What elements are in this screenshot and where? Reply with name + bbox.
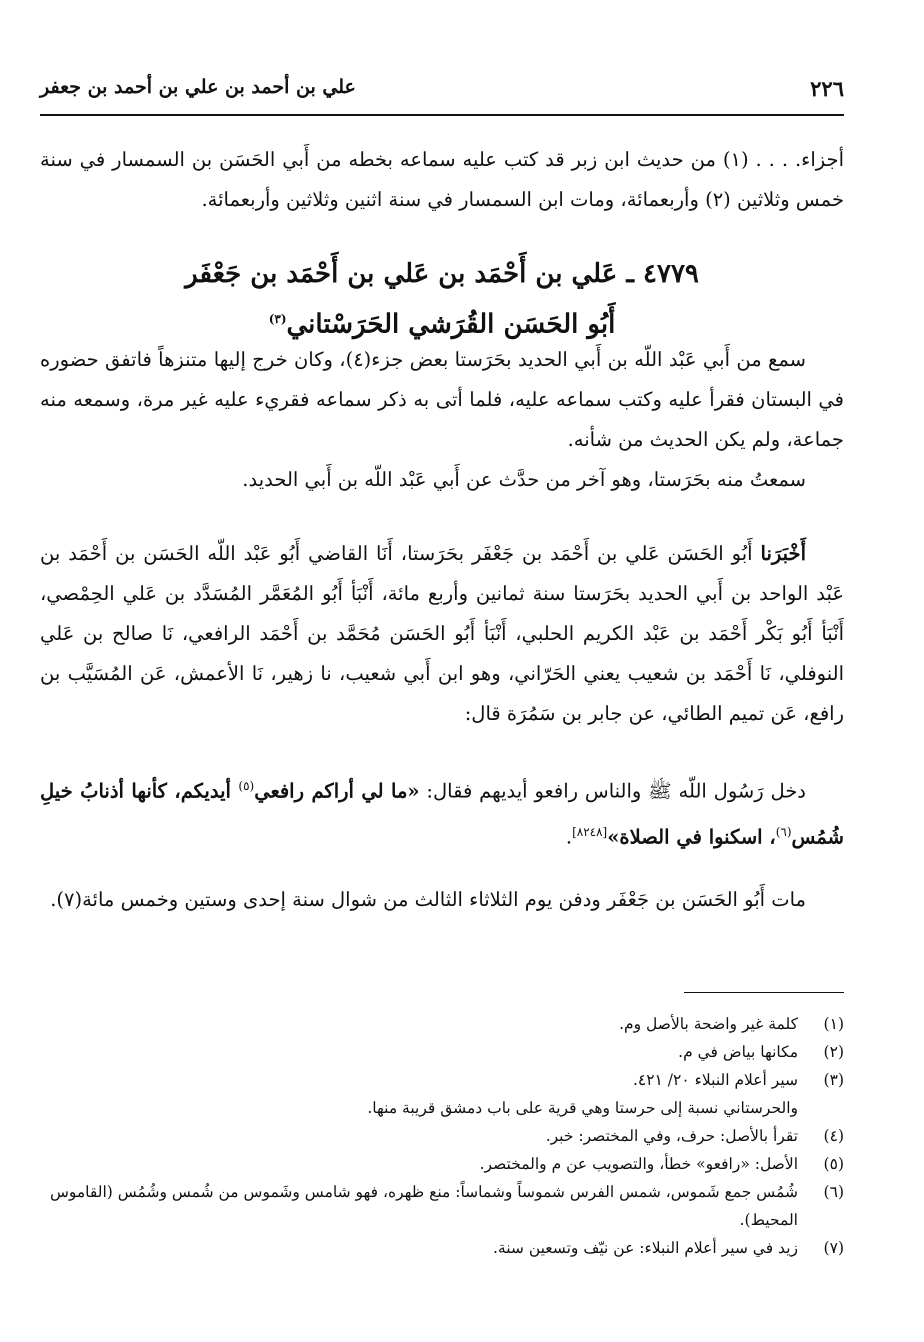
footnote bbox=[40, 1066, 844, 1094]
paragraph-1: سمع من أَبي عَبْد اللّه بن أَبي الحديد بحَرَستا بعض جزء(٤)، وكان خرج إليها متنزهاً فاتفق حضوره في البستان فقرأ عليه وكتب سماعه عليه، فلما أتى به ذكر سماعه فقريء عليه غير مرة، وسمعه منه جماعة، ولم يكن الحديث من شأنه. bbox=[40, 348, 844, 451]
entry-heading bbox=[40, 252, 844, 348]
paragraph-2: سمعتُ منه بحَرَستا، وهو آخر من حدَّث عن أَبي عَبْد اللّه بن أَبي الحديد. bbox=[242, 468, 806, 491]
footnote-text: مكانها بياض في م. bbox=[678, 1043, 798, 1061]
footnote-divider bbox=[684, 992, 844, 993]
footnote-number: (٥) bbox=[823, 1155, 844, 1173]
running-title: علي بن أحمد بن علي بن أحمد بن جعفر bbox=[40, 76, 356, 98]
entry-title-line1: ٤٧٧٩ ـ عَلي بن أَحْمَد بن عَلي بن أَحْمَد بن جَعْفَر bbox=[185, 259, 699, 289]
footnote-ref-5: (٥) bbox=[238, 779, 255, 793]
hadith-intro: دخل رَسُول اللّه ﷺ والناس رافعو أيديهم فقال: bbox=[419, 779, 806, 803]
death-section bbox=[40, 880, 844, 920]
footnote bbox=[40, 1234, 844, 1262]
hadith-text-1: «ما لي أراكم رافعي bbox=[254, 779, 420, 803]
akhbarana-lead: أَخْبَرَنا bbox=[760, 542, 806, 565]
footnote-text: زيد في سير أعلام النبلاء: عن نيّف وتسعين سنة. bbox=[492, 1239, 798, 1257]
entry-title-footnote-ref: (٣) bbox=[268, 312, 287, 326]
footnote-continuation: والحرستاني نسبة إلى حرستا وهي قرية على باب دمشق قريبة منها. bbox=[367, 1099, 798, 1117]
footnote-text: سير أعلام النبلاء ٢٠/ ٤٢١. bbox=[632, 1071, 798, 1089]
footnote-text: كلمة غير واضحة بالأصل وم. bbox=[619, 1015, 798, 1033]
footnote-number: (٢) bbox=[823, 1043, 844, 1061]
footnote-ref-6: (٦) bbox=[775, 824, 792, 839]
footnote-number: (٦) bbox=[823, 1183, 844, 1201]
footnote-number: (٧) bbox=[823, 1239, 844, 1257]
hadith-end: . bbox=[565, 825, 573, 848]
footnote bbox=[40, 1038, 844, 1066]
footnote-text: الأصل: «رافعو» خطأ، والتصويب عن م والمختصر. bbox=[479, 1155, 798, 1173]
paragraph-3 bbox=[40, 534, 844, 734]
paragraph-3-text: أَبُو الحَسَن عَلي بن أَحْمَد بن جَعْفَر بحَرَستا، أَنَا القاضي أَبُو عَبْد اللّه الحَسَن بن أَحْمَد بن عَبْد الواحد بن أَبي الحديد بحَرَستا سنة ثمانين وأربع مائة، أَنْبَأ أَبُو المُعَمَّر المُسَدَّد بن عَلي الحِمْصي، أَنْبَأ أَبُو بَكْر أَحْمَد بن عَبْد الكريم الحلبي، أَنْبَأ أَبُو الحَسَن مُحَمَّد بن أَحْمَد الرافعي، نَا صالح بن عَلي النوفلي، نَا أَحْمَد بن شعيب يعني الحَرّاني، وهو ابن أَبي شعيب، نا زهير، نَا الأعمش، عَن المُسَيَّب بن رافع، عَن تميم الطائي، عن جابر بن سَمُرَة قال: bbox=[40, 542, 844, 725]
paragraph-5: مات أَبُو الحَسَن بن جَعْفَر ودفن يوم الثلاثاء الثالث من شوال سنة إحدى وستين وخمس مائة(٧). bbox=[50, 888, 806, 911]
footnote-text: شُمُس جمع شَموس، شمس الفرس شموساً وشماساً: منع ظهره، فهو شامس وشَموس من شُمس وشُمُس (القاموس المحيط). bbox=[49, 1183, 798, 1229]
isnad-section bbox=[40, 534, 844, 734]
hadith-section bbox=[40, 766, 844, 857]
footnote-number: (١) bbox=[823, 1015, 844, 1033]
top-paragraph: أجزاء. . . . (١) من حديث ابن زبر قد كتب عليه سماعه بخطه من أَبي الحَسَن بن السمسار في سنة خمس وثلاثين (٢) وأربعمائة، ومات ابن السمسار في سنة اثنين وثلاثين وأربعمائة. bbox=[40, 148, 844, 211]
footnote bbox=[40, 1150, 844, 1178]
entry-title-line2-text: أَبُو الحَسَن القُرَشي الحَرَسْتاني bbox=[286, 309, 616, 340]
footnotes bbox=[40, 1010, 844, 1262]
hadith-text-3: ، اسكنوا في الصلاة» bbox=[607, 825, 776, 848]
footnote-number: (٤) bbox=[823, 1127, 844, 1145]
page-number: ٢٢٦ bbox=[810, 76, 844, 101]
continued-paragraph bbox=[40, 140, 844, 220]
footnote-text: تقرأ بالأصل: حرف، وفي المختصر: خبر. bbox=[545, 1127, 798, 1145]
biography-section bbox=[40, 340, 844, 500]
hadith-text-2: أيديكم، كأنها أذنابُ خيلِ شُمُس bbox=[40, 779, 844, 848]
footnote bbox=[40, 1178, 844, 1234]
footnote bbox=[40, 1122, 844, 1150]
footnote-number: (٣) bbox=[823, 1071, 844, 1089]
paragraph-4 bbox=[40, 766, 844, 857]
hadith-reference-number: [٨٢٤٨] bbox=[572, 824, 608, 839]
page-header bbox=[40, 70, 844, 116]
footnote bbox=[40, 1010, 844, 1038]
